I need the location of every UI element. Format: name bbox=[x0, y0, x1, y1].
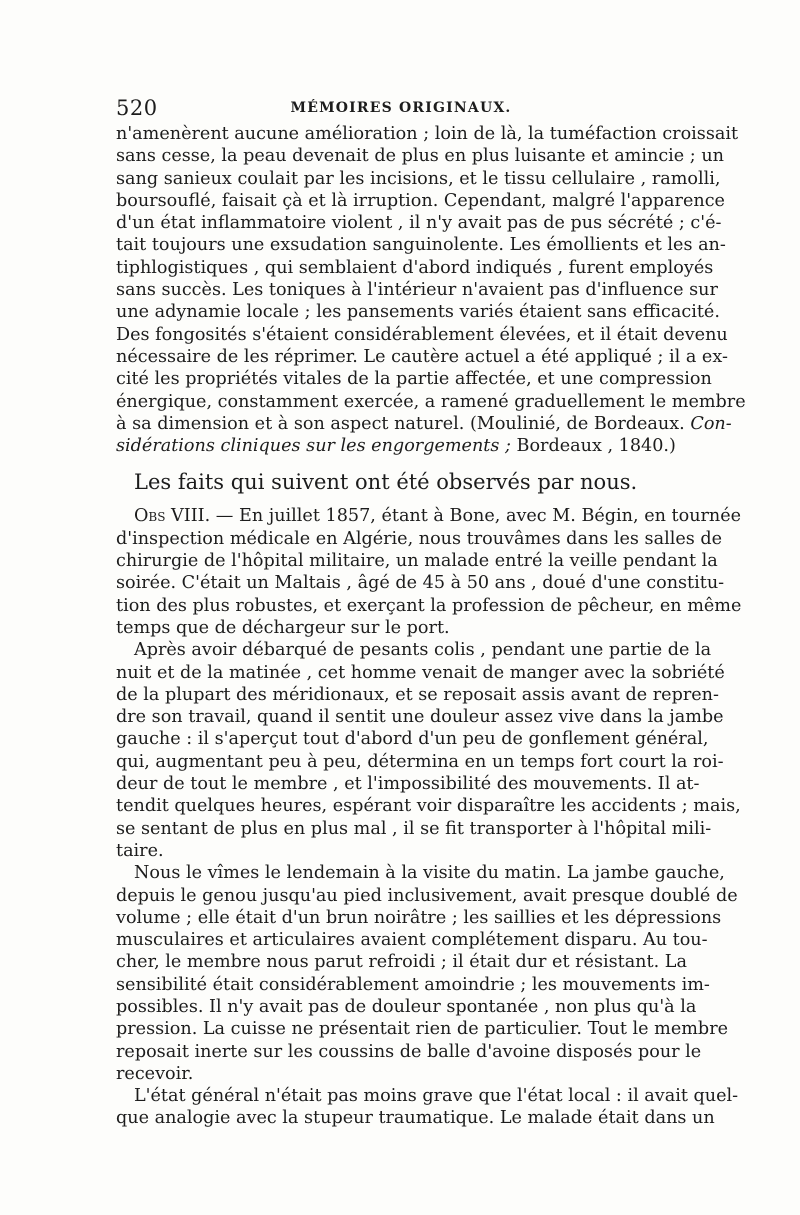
citation-tail: Bordeaux , 1840.) bbox=[510, 436, 676, 457]
text-line bbox=[116, 505, 742, 527]
text-line: tait toujours une exsudation sanguinolente. Les émollients et les an- bbox=[116, 235, 726, 256]
text-line: n'amenèrent aucune amélioration ; loin de là, la tuméfaction croissait bbox=[116, 124, 739, 144]
observation-text: — En juillet 1857, étant à Bone, avec M. Bégin, en tournée bbox=[210, 506, 742, 527]
text-line: pression. La cuisse ne présentait rien de particulier. Tout le membre bbox=[116, 1019, 729, 1040]
text-line: soirée. C'était un Maltais , âgé de 45 à 50 ans , doué d'une constitu- bbox=[116, 573, 725, 594]
text-line: nuit et de la matinée , cet homme venait de manger avec la sobriété bbox=[116, 662, 725, 683]
text-line: Des fongosités s'étaient considérablement élevées, et il était devenu bbox=[116, 324, 728, 345]
text-line: d'inspection médicale en Algérie, nous trouvâmes dans les salles de bbox=[116, 528, 723, 549]
paragraph bbox=[116, 862, 738, 1085]
page-header bbox=[116, 96, 686, 122]
text-line: boursouflé, faisait çà et là irruption. Cependant, malgré l'apparence bbox=[116, 190, 725, 211]
text-line: reposait inerte sur les coussins de balle d'avoine disposés pour le bbox=[116, 1041, 702, 1062]
text-line: sans succès. Les toniques à l'intérieur n'avaient pas d'influence sur bbox=[116, 280, 718, 301]
text-line: tiphlogistiques , qui semblaient d'abord indiqués , furent employés bbox=[116, 257, 714, 278]
text-line: volume ; elle était d'un brun noirâtre ; les saillies et les dépressions bbox=[116, 907, 722, 928]
text-line: chirurgie de l'hôpital militaire, un malade entré la veille pendant la bbox=[116, 551, 718, 572]
observation-paragraph bbox=[116, 505, 742, 639]
text-line: sang sanieux coulait par les incisions, et le tissu cellulaire , ramolli, bbox=[116, 168, 721, 189]
text-line: sensibilité était considérablement amoindrie ; les mouvements im- bbox=[116, 974, 710, 995]
section-heading: Les faits qui suivent ont été observés par nous. bbox=[134, 470, 638, 495]
text-line: Nous le vîmes le lendemain à la visite du matin. La jambe gauche, bbox=[134, 863, 725, 884]
text-line: temps que de déchargeur sur le port. bbox=[116, 617, 450, 638]
text-line: gauche : il s'aperçut tout d'abord d'un peu de gonflement général, bbox=[116, 729, 709, 750]
text-line: sans cesse, la peau devenait de plus en plus luisante et amincie ; un bbox=[116, 146, 724, 167]
text-line: tendit quelques heures, espérant voir disparaître les accidents ; mais, bbox=[116, 796, 741, 817]
text-line: taire. bbox=[116, 840, 164, 861]
running-head: MÉMOIRES ORIGINAUX. bbox=[290, 100, 512, 116]
body-text bbox=[116, 123, 746, 1130]
text-line: énergique, constamment exercée, a ramené graduellement le membre bbox=[116, 391, 746, 412]
text-line: deur de tout le membre , et l'impossibilité des mouvements. Il at- bbox=[116, 774, 700, 795]
text-line: se sentant de plus en plus mal , il se fit transporter à l'hôpital mili- bbox=[116, 818, 712, 839]
text-line: nécessaire de les réprimer. Le cautère actuel a été appliqué ; il a ex- bbox=[116, 346, 728, 367]
paragraph-continuation bbox=[116, 123, 746, 457]
text-line: une adynamie locale ; les pansements variés étaient sans efficacité. bbox=[116, 302, 720, 323]
text-line: cité les propriétés vitales de la partie affectée, et une compression bbox=[116, 369, 712, 390]
paragraph bbox=[116, 1085, 739, 1130]
text-line: qui, augmentant peu à peu, détermina en un temps fort court la roi- bbox=[116, 751, 724, 772]
citation-title: sidérations cliniques sur les engorgements ; bbox=[116, 436, 511, 457]
paragraph bbox=[116, 639, 741, 862]
citation-text: à sa dimension et à son aspect naturel. (Moulinié, de Bordeaux. bbox=[116, 413, 685, 434]
text-line: d'un état inflammatoire violent , il n'y avait pas de pus sécrété ; c'é- bbox=[116, 213, 722, 234]
text-line bbox=[116, 435, 686, 457]
text-line bbox=[116, 413, 732, 435]
text-line: possibles. Il n'y avait pas de douleur spontanée , non plus qu'à la bbox=[116, 996, 697, 1017]
text-line: tion des plus robustes, et exerçant la profession de pêcheur, en même bbox=[116, 595, 742, 616]
text-line: Après avoir débarqué de pesants colis , pendant une partie de la bbox=[134, 640, 712, 661]
text-line: musculaires et articulaires avaient complétement disparu. Au tou- bbox=[116, 930, 708, 951]
text-line: cher, le membre nous parut refroidi ; il était dur et résistant. La bbox=[116, 952, 687, 973]
text-line: que analogie avec la stupeur traumatique. Le malade était dans un bbox=[116, 1108, 715, 1129]
page-number: 520 bbox=[116, 96, 158, 120]
observation-label: Obs VIII. bbox=[134, 506, 211, 527]
text-line: recevoir. bbox=[116, 1063, 194, 1084]
citation-title-part: Con- bbox=[690, 413, 732, 434]
text-line: de la plupart des méridionaux, et se reposait assis avant de repren- bbox=[116, 684, 719, 705]
text-line: depuis le genou jusqu'au pied inclusivement, avait presque doublé de bbox=[116, 885, 738, 906]
text-line: L'état général n'était pas moins grave que l'état local : il avait quel- bbox=[134, 1086, 739, 1107]
text-line: dre son travail, quand il sentit une douleur assez vive dans la jambe bbox=[116, 707, 724, 728]
